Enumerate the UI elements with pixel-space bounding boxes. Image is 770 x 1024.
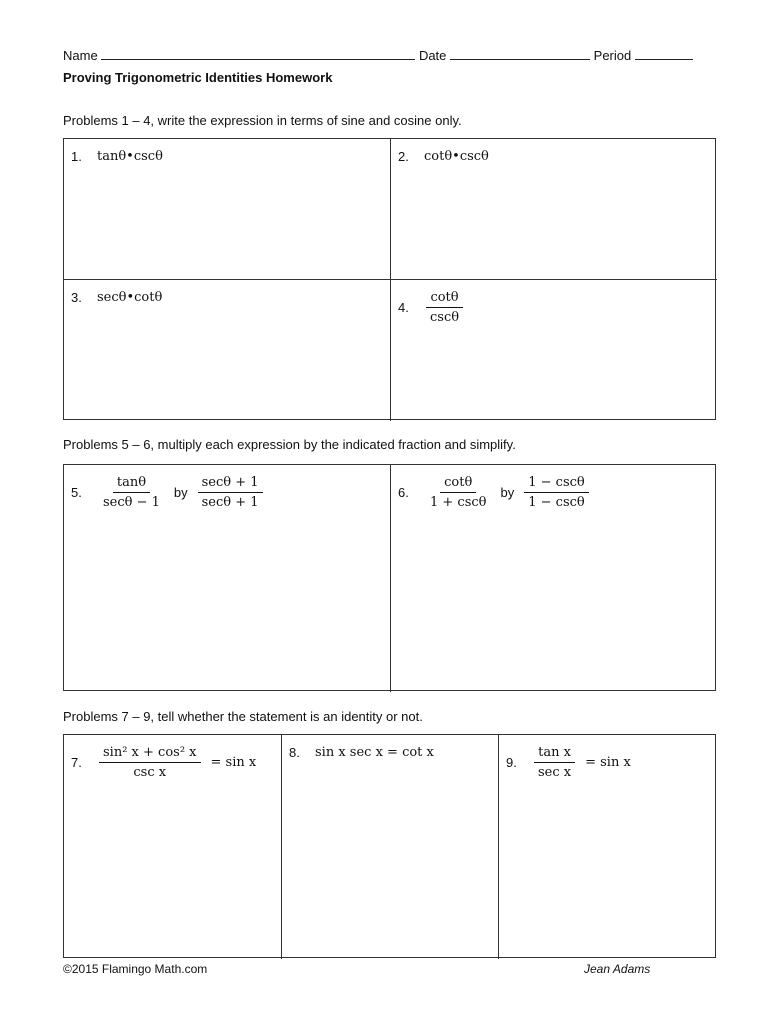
- worksheet-title: Proving Trigonometric Identities Homework: [63, 70, 333, 85]
- name-field[interactable]: [101, 47, 415, 60]
- section-1-instruction: Problems 1 – 4, write the expression in terms of sine and cosine only.: [63, 113, 462, 128]
- problem-number: 8.: [289, 745, 300, 760]
- problem-number: 9.: [506, 755, 517, 770]
- section-2-instruction: Problems 5 – 6, multiply each expression by the indicated fraction and simplify.: [63, 437, 516, 452]
- name-label: Name: [63, 48, 98, 63]
- problem-8-cell[interactable]: [282, 735, 499, 959]
- problem-expression: cotθ•cscθ: [424, 149, 489, 164]
- problem-expression: secθ•cotθ: [97, 290, 163, 305]
- problem-expression: sin x sec x = cot x: [315, 745, 434, 760]
- problem-6-cell[interactable]: [391, 465, 717, 692]
- period-field[interactable]: [635, 47, 693, 60]
- denominator: 1 + cscθ: [430, 495, 487, 510]
- fraction: [534, 745, 575, 780]
- denominator: secθ + 1: [201, 495, 259, 510]
- fraction: [426, 290, 463, 325]
- section-3-instruction: Problems 7 – 9, tell whether the statement is an identity or not.: [63, 709, 423, 724]
- numerator: 1 − cscθ: [524, 475, 589, 493]
- multiplier-fraction: [198, 475, 263, 510]
- problem-number: 2.: [398, 149, 409, 164]
- problem-number: 1.: [71, 149, 82, 164]
- numerator: sin² x + cos² x: [99, 745, 201, 763]
- denominator: csc x: [133, 765, 167, 780]
- problem-number: 6.: [398, 485, 409, 500]
- date-field[interactable]: [450, 47, 590, 60]
- date-label: Date: [418, 48, 447, 63]
- by-word: by: [173, 485, 188, 500]
- problem-1-cell[interactable]: [64, 139, 391, 280]
- numerator: cotθ: [440, 475, 476, 493]
- problem-number: 5.: [71, 485, 82, 500]
- name-date-period-line: [63, 47, 693, 63]
- problem-2-cell[interactable]: [391, 139, 717, 280]
- section-1-grid: [63, 138, 716, 420]
- problem-9-cell[interactable]: [499, 735, 717, 959]
- denominator: secθ − 1: [103, 495, 160, 510]
- problem-7-cell[interactable]: [64, 735, 282, 959]
- right-hand-side: = sin x: [210, 755, 257, 770]
- numerator: tanθ: [113, 475, 150, 493]
- denominator: cscθ: [430, 310, 460, 325]
- numerator: tan x: [534, 745, 575, 763]
- fraction: [99, 475, 164, 510]
- by-word: by: [500, 485, 515, 500]
- denominator: 1 − cscθ: [528, 495, 585, 510]
- problem-number: 7.: [71, 755, 82, 770]
- numerator: cotθ: [426, 290, 462, 308]
- author-name: Jean Adams: [584, 962, 651, 976]
- problem-expression: tanθ•cscθ: [97, 149, 163, 164]
- section-3-grid: [63, 734, 716, 958]
- numerator: secθ + 1: [198, 475, 263, 493]
- section-2-grid: [63, 464, 716, 691]
- problem-number: 3.: [71, 290, 82, 305]
- fraction: [426, 475, 491, 510]
- multiplier-fraction: [524, 475, 589, 510]
- period-label: Period: [593, 48, 632, 63]
- problem-5-cell[interactable]: [64, 465, 391, 692]
- right-hand-side: = sin x: [585, 755, 631, 770]
- problem-4-cell[interactable]: [391, 280, 717, 421]
- copyright-text: ©2015 Flamingo Math.com: [63, 962, 208, 976]
- problem-number: 4.: [398, 300, 409, 315]
- denominator: sec x: [538, 765, 572, 780]
- fraction: [99, 745, 201, 780]
- problem-3-cell[interactable]: [64, 280, 391, 421]
